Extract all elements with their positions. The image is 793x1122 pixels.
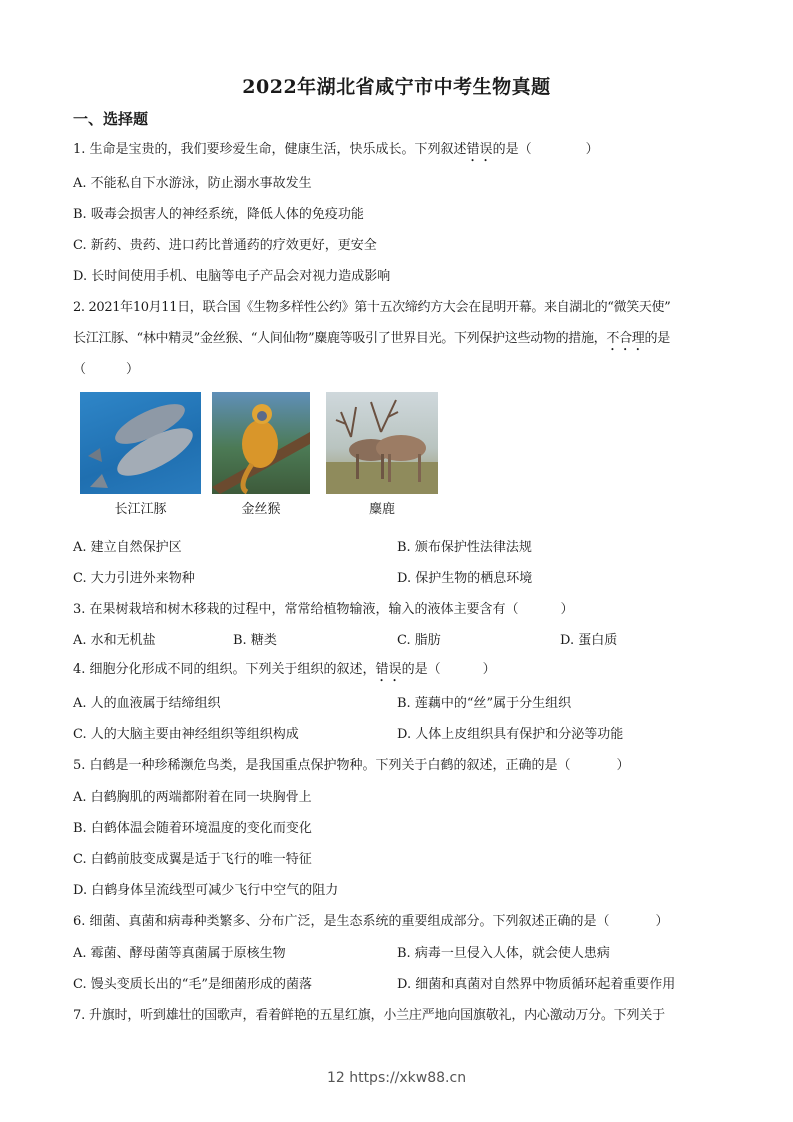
question-5-stem [73, 754, 630, 773]
question-7-stem: 7. 升旗时，听到雄壮的国歌声，看着鲜艳的五星红旗，小兰庄严地向国旗敬礼，内心激动万分。下列关于 [73, 1008, 665, 1023]
q3-option-b: B. 糖类 [233, 633, 277, 648]
question-2-line3 [73, 358, 139, 377]
q2-line2-end: 的是 [644, 331, 670, 346]
q1-close: ） [585, 142, 599, 157]
q5-option-a: A. 白鹤胸肌的两端都附着在同一块胸骨上 [73, 790, 312, 805]
q3-stem-text: 3. 在果树栽培和树木移栽的过程中，常常给植物输液，输入的液体主要含有（ [73, 602, 519, 617]
porpoise-photo [80, 392, 201, 494]
page-title: 2022年湖北省咸宁市中考生物真题 [242, 76, 551, 98]
q1-stem-end: 的是（ [492, 142, 532, 157]
deer-caption: 麋鹿 [368, 502, 395, 517]
q1-option-d: D. 长时间使用手机、电脑等电子产品会对视力造成影响 [73, 269, 391, 284]
q4-option-b: B. 莲藕中的“丝”属于分生组织 [397, 696, 572, 711]
q4-stem-end: 的是（ [401, 662, 441, 677]
question-1-stem [73, 138, 599, 165]
q1-emphasis: 错误 [466, 142, 493, 157]
q5-option-d: D. 白鹤身体呈流线型可减少飞行中空气的阻力 [73, 883, 339, 898]
q1-option-c: C. 新药、贵药、进口药比普通药的疗效更好，更安全 [73, 238, 377, 253]
q4-close: ） [482, 662, 496, 677]
q2-open: （ [73, 362, 87, 377]
q1-stem-text: 1. 生命是宝贵的，我们要珍爱生命，健康生活，快乐成长。下列叙述 [73, 142, 467, 157]
q6-option-b: B. 病毒一旦侵入人体，就会使人患病 [397, 946, 610, 961]
q5-option-c: C. 白鹤前肢变成翼是适于飞行的唯一特征 [73, 852, 312, 867]
q5-stem-text: 5. 白鹤是一种珍稀濒危鸟类，是我国重点保护物种。下列关于白鹤的叙述，正确的是（ [73, 758, 571, 773]
q4-option-a: A. 人的血液属于结缔组织 [73, 696, 221, 711]
q3-option-c: C. 脂肪 [397, 633, 441, 648]
q3-option-a: A. 水和无机盐 [73, 633, 156, 648]
section-heading: 一、选择题 [73, 110, 149, 128]
question-4-stem [73, 658, 496, 685]
q6-option-c: C. 馒头变质长出的“毛”是细菌形成的菌落 [73, 977, 313, 992]
q2-option-c: C. 大力引进外来物种 [73, 571, 195, 586]
q6-option-a: A. 霉菌、酵母菌等真菌属于原核生物 [73, 946, 286, 961]
q2-option-d: D. 保护生物的栖息环境 [397, 571, 533, 586]
monkey-caption: 金丝猴 [241, 502, 281, 517]
q2-line2-text: 长江江豚、“林中精灵”金丝猴、“人间仙物”麋鹿等吸引了世界目光。下列保护这些动物的措施， [73, 331, 607, 346]
q6-option-d: D. 细菌和真菌对自然界中物质循环起着重要作用 [397, 977, 676, 992]
q4-option-d: D. 人体上皮组织具有保护和分泌等功能 [397, 727, 624, 742]
q2-close: ） [126, 362, 140, 377]
q2-option-b: B. 颁布保护性法律法规 [397, 540, 532, 555]
q4-emphasis: 错误 [375, 662, 402, 677]
question-6-stem [73, 910, 669, 929]
question-2-line1: 2. 2021年10月11日，联合国《生物多样性公约》第十五次缔约方大会在昆明开幕。来自湖北的“微笑天使” [73, 300, 671, 315]
question-3-stem [73, 598, 574, 617]
q1-option-a: A. 不能私自下水游泳，防止溺水事故发生 [73, 176, 312, 191]
q3-close: ） [560, 602, 574, 617]
q4-stem-text: 4. 细胞分化形成不同的组织。下列关于组织的叙述， [73, 662, 376, 677]
q6-close: ） [655, 914, 669, 929]
deer-photo [326, 392, 438, 494]
q6-stem-text: 6. 细菌、真菌和病毒种类繁多、分布广泛，是生态系统的重要组成部分。下列叙述正确的是（ [73, 914, 610, 929]
q2-option-a: A. 建立自然保护区 [73, 540, 182, 555]
question-2-line2 [73, 327, 670, 354]
porpoise-caption: 长江江豚 [114, 502, 167, 517]
monkey-photo [212, 392, 310, 494]
q1-option-b: B. 吸毒会损害人的神经系统，降低人体的免疫功能 [73, 207, 364, 222]
q5-close: ） [616, 758, 630, 773]
q3-option-d: D. 蛋白质 [560, 633, 618, 648]
q5-option-b: B. 白鹤体温会随着环境温度的变化而变化 [73, 821, 312, 836]
q4-option-c: C. 人的大脑主要由神经组织等组织构成 [73, 727, 299, 742]
q2-emphasis: 不合理 [606, 331, 645, 346]
page-footer: 12 https://xkw88.cn [326, 1070, 467, 1086]
